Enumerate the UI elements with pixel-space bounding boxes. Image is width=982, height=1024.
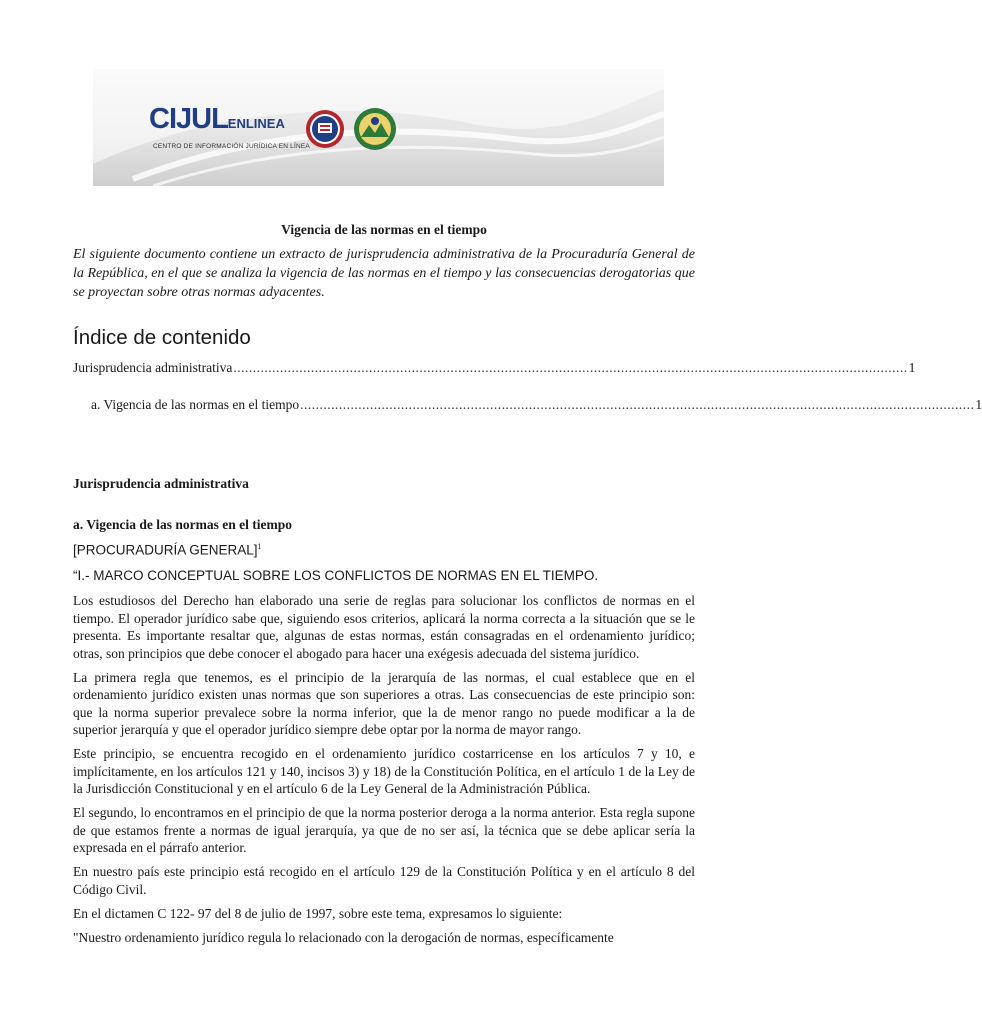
toc-entry-label: Jurisprudencia administrativa: [73, 360, 233, 375]
toc-entry-page: 1: [908, 360, 916, 375]
body-paragraph: En el dictamen C 122- 97 del 8 de julio de 1997, sobre este tema, expresamos lo siguiente:: [73, 905, 563, 921]
toc-entry[interactable]: [73, 360, 916, 376]
body-paragraph: Los estudiosos del Derecho han elaborado una serie de reglas para solucionar los conflictos de normas en el tiempo. El operador jurídico sabe que, siguiendo esos criterios, aplicará la norma correcta a la situación que se le presenta. Es importante resaltar que, algunas de estas normas, están consagradas en el ordenamiento jurídico; otras, son principios que debe conocer el abogado para hacer una exégesis adecuada del sistema jurídico.: [73, 593, 695, 661]
toc-leader-dots: ..............................................................................................................................................................................: [233, 360, 908, 375]
toc-leader-dots: ..............................................................................................................................................................................: [300, 397, 975, 412]
document-body: [73, 592, 695, 953]
body-paragraph: Este principio, se encuentra recogido en el ordenamiento jurídico costarricense en los artículos 7 y 10, e implícitamente, en los artículos 121 y 140, incisos 3) y 18) de la Constitución Política, en el artículo 1 de la Ley de la Jurisdicción Constitucional y en el artículo 6 de la Ley General de la Administración Pública.: [73, 746, 695, 796]
header-banner: [93, 69, 664, 186]
toc-entry-label: a. Vigencia de las normas en el tiempo: [91, 397, 300, 412]
faculty-seal-icon: [353, 107, 397, 151]
university-seal-icon: [305, 109, 345, 149]
source-label: [PROCURADURÍA GENERAL]: [73, 542, 258, 558]
body-paragraph: La primera regla que tenemos, es el principio de la jerarquía de las normas, el cual establece que en el ordenamiento jurídico existen unas normas que son superiores a otras. Las consecuencias de este principio son: que la norma superior prevalece sobre la norma inferior, que la de menor rango no puede modificar a la de superior jerarquía y que el operador jurídico siempre debe optar por la norma de mayor rango.: [73, 669, 695, 737]
source-citation: [73, 542, 695, 558]
toc-entry[interactable]: [91, 397, 982, 413]
marco-heading: “I.- MARCO CONCEPTUAL SOBRE LOS CONFLICTOS DE NORMAS EN EL TIEMPO.: [73, 568, 599, 583]
cijul-logo: CIJULENLINEA: [149, 103, 285, 135]
logo-subtitle: CENTRO DE INFORMACIÓN JURÍDICA EN LÍNEA: [153, 143, 310, 150]
toc-heading: Índice de contenido: [73, 326, 251, 349]
subsection-heading: a. Vigencia de las normas en el tiempo: [73, 517, 292, 532]
toc-entry-page: 1: [975, 397, 982, 412]
body-paragraph: El segundo, lo encontramos en el principio de que la norma posterior deroga a la norma anterior. Esta regla supone de que estamos frente a normas de igual jerarquía, ya que de no ser así, la técnica que se debe aplicar sería la expresada en el párrafo anterior.: [73, 805, 695, 855]
body-paragraph: "Nuestro ordenamiento jurídico regula lo relacionado con la derogación de normas, específicamente: [73, 929, 614, 945]
footnote-marker[interactable]: 1: [257, 542, 262, 551]
body-paragraph: En nuestro país este principio está recogido en el artículo 129 de la Constitución Política y en el artículo 8 del Código Civil.: [73, 864, 695, 897]
document-abstract: El siguiente documento contiene un extracto de jurisprudencia administrativa de la Procuraduría General de la República, en el que se analiza la vigencia de las normas en el tiempo y las consecuencias derogatorias que se proyectan sobre otras normas adyacentes.: [73, 247, 695, 300]
document-title: Vigencia de las normas en el tiempo: [281, 222, 487, 237]
section-heading: Jurisprudencia administrativa: [73, 476, 249, 491]
